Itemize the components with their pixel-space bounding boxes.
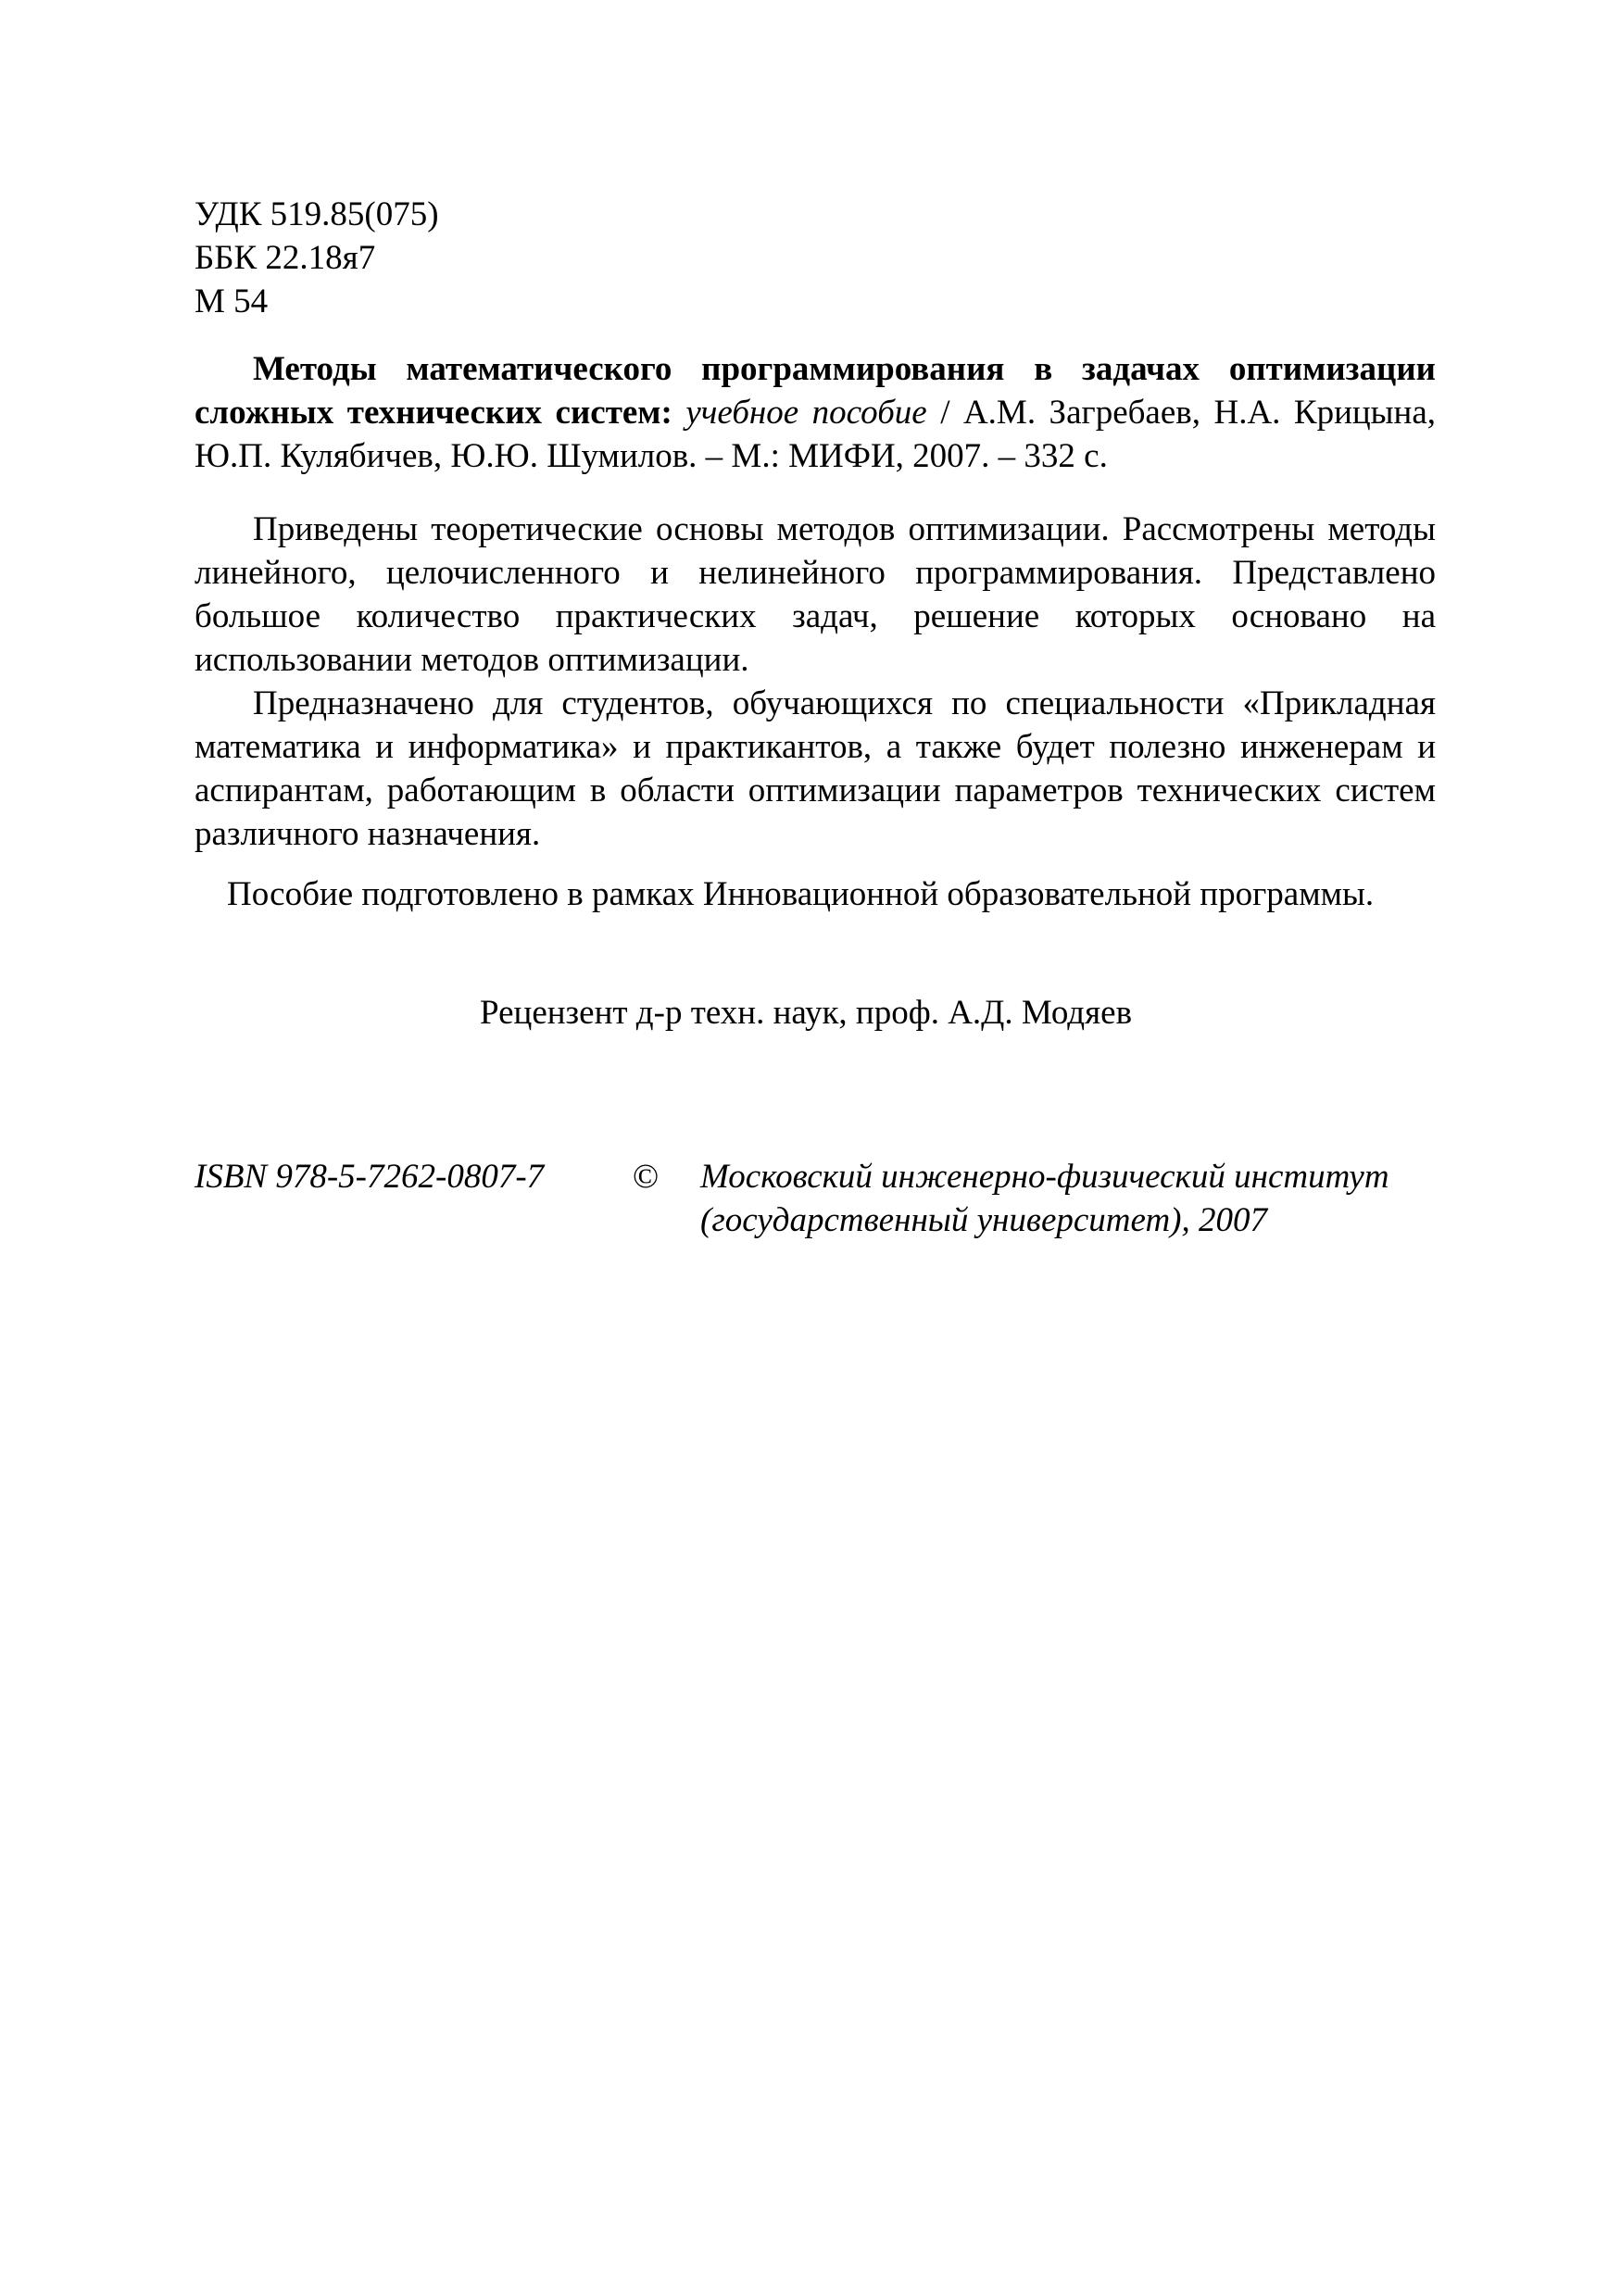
- author-mark: М 54: [195, 282, 269, 320]
- classification-block: [195, 193, 1436, 323]
- annotation-paragraph-2: Предназначено для студентов, обучающихся по специальности «Прикладная математика и информатика» и практикантов, а также будет полезно инженерам и аспирантам, работающим в области оптимизации параметров технических систем различного назначения.: [195, 684, 1436, 853]
- bbk-code: ББК 22.18я7: [195, 239, 376, 277]
- publisher: [700, 1155, 1441, 1242]
- bibliographic-description: [195, 347, 1436, 478]
- annotation-paragraph-1: Приведены теоретические основы методов оптимизации. Рассмотрены методы линейного, целочисленного и нелинейного программирования. Представлено большое количество практических задач, решение которых основано на использовании методов оптимизации.: [195, 510, 1436, 679]
- book-title: Методы математического программирования в задачах оптимизации сложных технических систем:: [195, 350, 1436, 432]
- authors-and-imprint: / А.М. Загребаев, Н.А. Крицына, Ю.П. Кулябичев, Ю.Ю. Шумилов. – М.: МИФИ, 2007. – 332 с.: [195, 394, 1437, 475]
- innovation-note: Пособие подготовлено в рамках Инновационной образовательной программы.: [227, 875, 1375, 913]
- isbn: ISBN 978-5-7262-0807-7: [195, 1158, 545, 1196]
- publisher-line-2: (государственный университет), 2007: [700, 1201, 1267, 1239]
- reviewer-line: Рецензент д-р техн. наук, проф. А.Д. Модяев: [480, 994, 1133, 1032]
- publisher-line-1: Московский инженерно-физический институт: [700, 1158, 1389, 1196]
- annotation: [195, 508, 1436, 856]
- book-type: учебное пособие: [685, 394, 927, 432]
- copyright-icon: ©: [633, 1158, 660, 1196]
- udk-code: УДК 519.85(075): [195, 195, 439, 233]
